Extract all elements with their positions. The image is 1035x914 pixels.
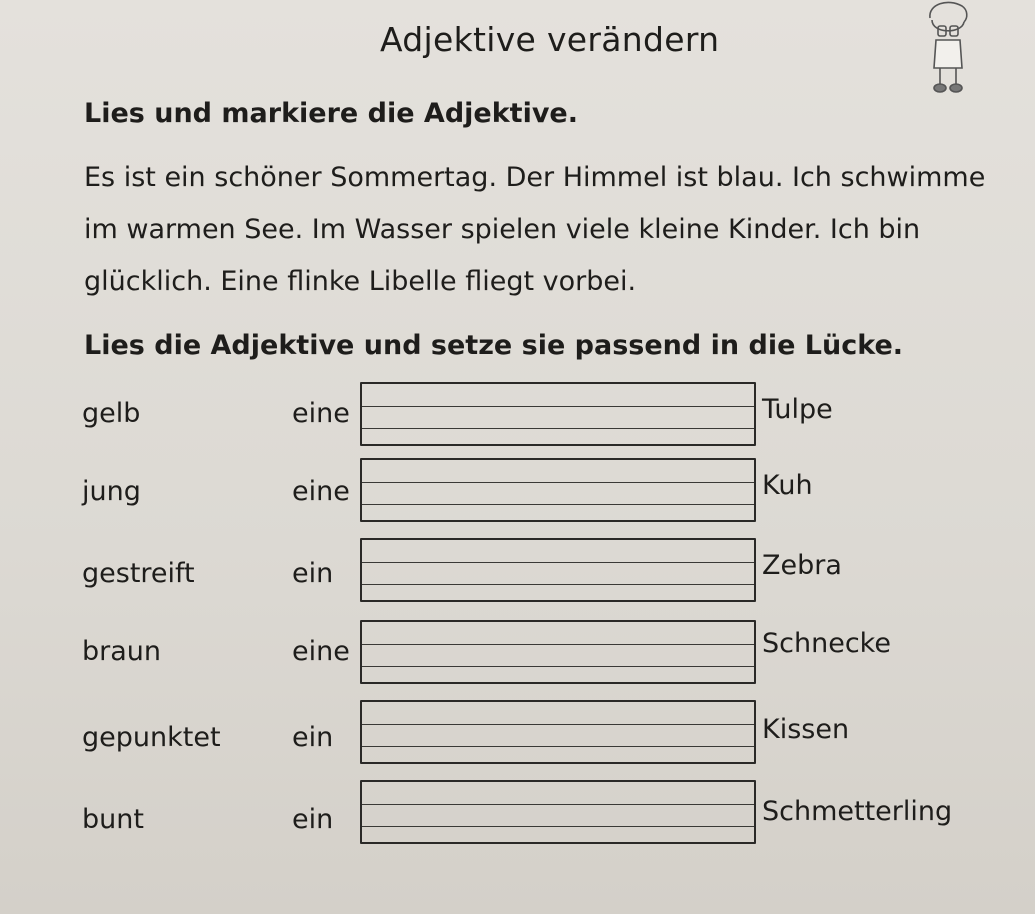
answer-box[interactable] xyxy=(360,620,756,684)
answer-box[interactable] xyxy=(360,538,756,602)
fill-row-bunt xyxy=(0,780,1035,850)
noun-label: Zebra xyxy=(762,550,842,581)
article-label: ein xyxy=(292,558,334,589)
answer-box[interactable] xyxy=(360,780,756,844)
text-line: im warmen See. Im Wasser spielen viele kleine Kinder. Ich bin xyxy=(84,214,921,245)
noun-label: Tulpe xyxy=(762,394,833,425)
adjective-label: jung xyxy=(82,476,141,507)
task1-heading: Lies und markiere die Adjektive. xyxy=(84,98,579,129)
noun-label: Kuh xyxy=(762,470,813,501)
girl-illustration-icon xyxy=(918,0,978,100)
article-label: eine xyxy=(292,476,350,507)
text-line: Es ist ein schöner Sommertag. Der Himmel ist blau. Ich schwimme xyxy=(84,162,986,193)
answer-box[interactable] xyxy=(360,700,756,764)
task1-text xyxy=(84,152,984,308)
worksheet-title: Adjektive verändern xyxy=(380,20,720,59)
adjective-label: gestreift xyxy=(82,558,195,589)
text-line: glücklich. Eine flinke Libelle fliegt vorbei. xyxy=(84,266,637,297)
task2-heading: Lies die Adjektive und setze sie passend in die Lücke. xyxy=(84,330,904,361)
noun-label: Kissen xyxy=(762,714,850,745)
fill-row-braun xyxy=(0,620,1035,690)
fill-row-gelb xyxy=(0,382,1035,452)
answer-box[interactable] xyxy=(360,458,756,522)
article-label: eine xyxy=(292,398,350,429)
fill-row-gepunktet xyxy=(0,700,1035,770)
adjective-label: bunt xyxy=(82,804,144,835)
adjective-label: braun xyxy=(82,636,162,667)
adjective-label: gepunktet xyxy=(82,722,221,753)
noun-label: Schnecke xyxy=(762,628,891,659)
article-label: eine xyxy=(292,636,350,667)
answer-box[interactable] xyxy=(360,382,756,446)
adjective-label: gelb xyxy=(82,398,141,429)
fill-row-jung xyxy=(0,458,1035,528)
noun-label: Schmetterling xyxy=(762,796,953,827)
article-label: ein xyxy=(292,722,334,753)
article-label: ein xyxy=(292,804,334,835)
fill-row-gestreift xyxy=(0,538,1035,608)
